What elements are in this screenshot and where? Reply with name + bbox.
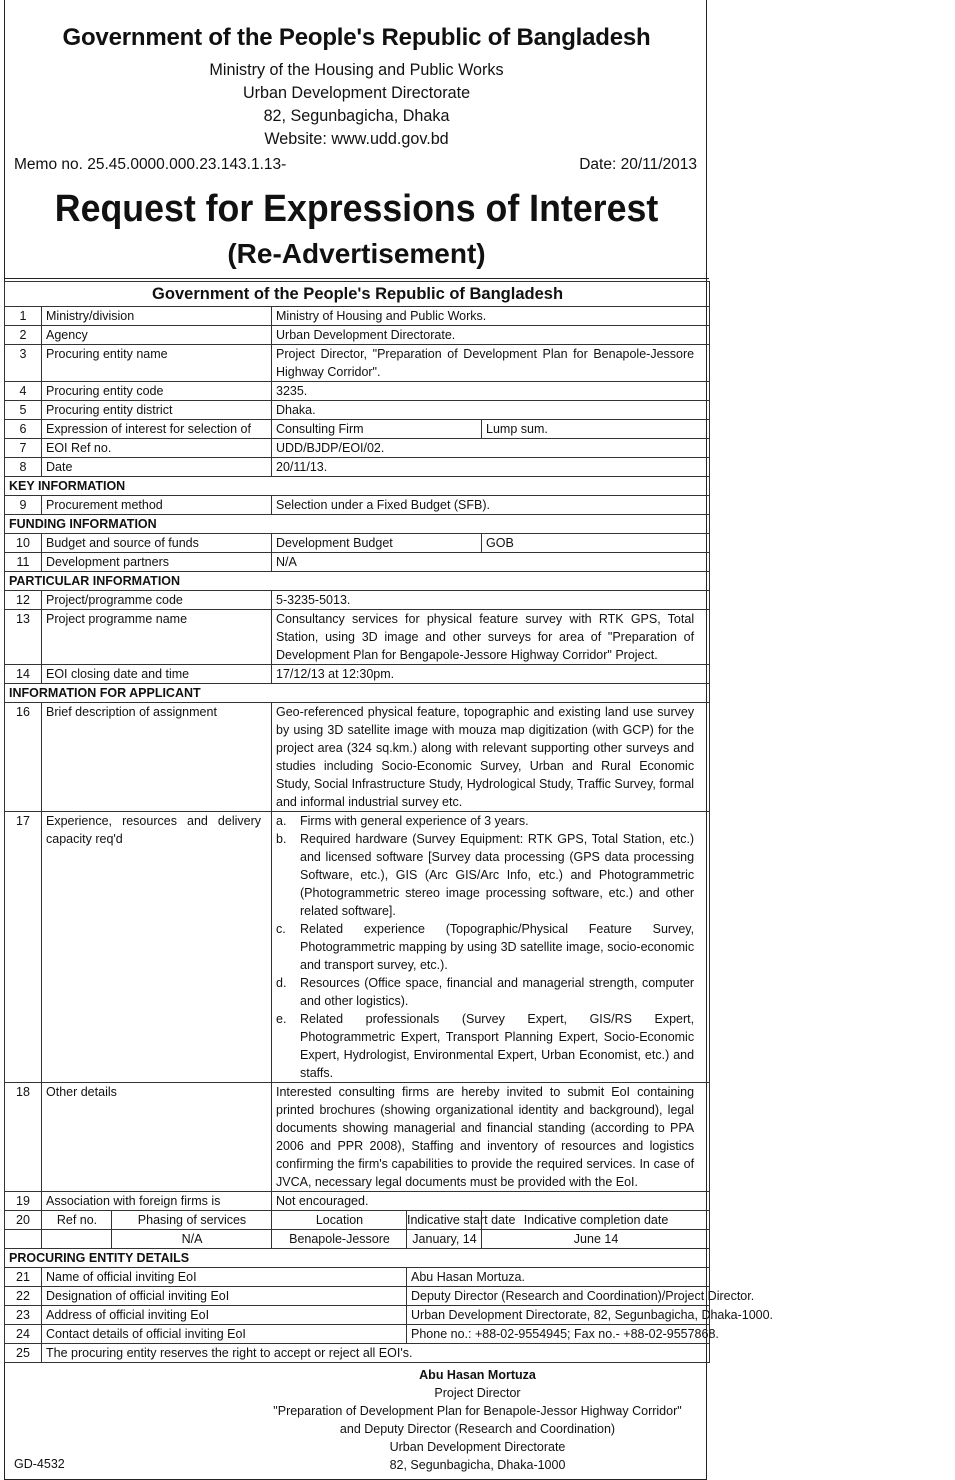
row-value: Deputy Director (Research and Coordination)/Project Director.: [407, 1287, 710, 1306]
row-number: 14: [5, 665, 42, 684]
row-value: 17/12/13 at 12:30pm.: [272, 665, 710, 684]
table-row: [5, 401, 710, 420]
table-row: [5, 591, 710, 610]
row-number: 1: [5, 307, 42, 326]
section-row: [5, 572, 710, 591]
table-row: [5, 496, 710, 515]
row-value: Geo-referenced physical feature, topographic and existing land use survey by using 3D satellite image with mouza map digitization (with GCP) for the project area (324 sq.km.) along with relevant supporting other surveys and studies including Socio-Economic Survey, Urban and Rural Economic Study, Social Infrastructure Study, Hydrological Study, Traffic Survey, formal and informal industrial survey etc.: [272, 703, 710, 812]
list-item: [276, 830, 694, 920]
cell-location: Benapole-Jessore: [272, 1230, 407, 1249]
row-label: The procuring entity reserves the right to accept or reject all EOI's.: [42, 1344, 710, 1363]
row-number: 11: [5, 553, 42, 572]
table-row: [5, 345, 710, 382]
row-label: Designation of official inviting EoI: [42, 1287, 407, 1306]
row-number: 3: [5, 345, 42, 382]
row-number-empty: [5, 1230, 42, 1249]
row-number: 6: [5, 420, 42, 439]
row-label: EOI closing date and time: [42, 665, 272, 684]
table-row: [5, 553, 710, 572]
row-value-secondary: GOB: [482, 534, 710, 553]
section-row: [5, 477, 710, 496]
list-text: Firms with general experience of 3 years.: [300, 814, 529, 828]
row-label: Experience, resources and delivery capacity req'd: [42, 812, 272, 1083]
row-number: 23: [5, 1306, 42, 1325]
section-information-for-applicant: INFORMATION FOR APPLICANT: [5, 684, 710, 703]
section-row: [5, 684, 710, 703]
row-value-secondary: Lump sum.: [482, 420, 710, 439]
row-label: Project/programme code: [42, 591, 272, 610]
row-value: Consulting Firm: [272, 420, 482, 439]
row-value: 20/11/13.: [272, 458, 710, 477]
row-value: Project Director, "Preparation of Development Plan for Benapole-Jessore Highway Corridor".: [272, 345, 710, 382]
row-label: Other details: [42, 1083, 272, 1192]
list-marker: d.: [276, 976, 287, 990]
government-heading: Government of the People's Republic of Bangladesh: [62, 24, 651, 51]
row-label: Contact details of official inviting EoI: [42, 1325, 407, 1344]
table-row: [5, 703, 710, 812]
row-value: Urban Development Directorate, 82, Segunbagicha, Dhaka-1000.: [407, 1306, 710, 1325]
table-row: [5, 1344, 710, 1363]
row-number: 7: [5, 439, 42, 458]
list-text: Related professionals (Survey Expert, GIS/RS Expert, Photogrammetric Expert, Transport Planning Expert, Socio-Economic Expert, Hydrologist, Environmental Expert, Urban Economist, etc.) and staffs.: [300, 1012, 695, 1080]
table-row: [5, 1192, 710, 1211]
row-label: Ministry/division: [42, 307, 272, 326]
list-item: [276, 920, 694, 974]
row-label: Date: [42, 458, 272, 477]
row-number: 4: [5, 382, 42, 401]
cell-ref-no: [42, 1230, 112, 1249]
row-label: Address of official inviting EoI: [42, 1306, 407, 1325]
signatory-name: Abu Hasan Mortuza: [419, 1368, 536, 1382]
row-number: 25: [5, 1344, 42, 1363]
row-number: 16: [5, 703, 42, 812]
row-label: Brief description of assignment: [42, 703, 272, 812]
row-value: Ministry of Housing and Public Works.: [272, 307, 710, 326]
row-label: Name of official inviting EoI: [42, 1268, 407, 1287]
title-divider: [4, 278, 709, 279]
row-value: Selection under a Fixed Budget (SFB).: [272, 496, 710, 515]
list-marker: a.: [276, 814, 287, 828]
row-value: Abu Hasan Mortuza.: [407, 1268, 710, 1287]
row-label: Expression of interest for selection of: [42, 420, 272, 439]
row-value: N/A: [272, 553, 710, 572]
directorate-name: Urban Development Directorate: [242, 83, 471, 102]
row-number: 21: [5, 1268, 42, 1287]
gd-code: GD-4532: [14, 1457, 65, 1471]
section-row: [5, 1249, 710, 1268]
list-item: [276, 974, 694, 1010]
row-value: 3235.: [272, 382, 710, 401]
section-funding-information: FUNDING INFORMATION: [5, 515, 710, 534]
col-header-location: Location: [272, 1211, 407, 1230]
cell-phasing: N/A: [112, 1230, 272, 1249]
row-value: Not encouraged.: [272, 1192, 710, 1211]
list-text: Related experience (Topographic/Physical Feature Survey, Photogrammetric mapping by using 3D satellite image, socio-economic and transport survey, etc.).: [300, 922, 695, 972]
table-row: [5, 439, 710, 458]
cell-completion-date: June 14: [482, 1230, 710, 1249]
cell-start-date: January, 14: [407, 1230, 482, 1249]
row-label: Procuring entity district: [42, 401, 272, 420]
table-row: [5, 420, 710, 439]
table-row: [5, 1287, 710, 1306]
table-row: [5, 458, 710, 477]
row-number: 2: [5, 326, 42, 345]
website: Website: www.udd.gov.bd: [264, 129, 449, 148]
table-row: [5, 307, 710, 326]
memo-number: Memo no. 25.45.0000.000.23.143.1.13-: [14, 156, 287, 173]
requirements-list-cell: [272, 812, 710, 1083]
table-row: [5, 1268, 710, 1287]
list-text: Resources (Office space, financial and managerial strength, computer and other logistics).: [300, 976, 695, 1008]
row-number: 12: [5, 591, 42, 610]
row-value: Consultancy services for physical feature survey with RTK GPS, Total Station, using 3D image and other surveys for area of "Preparation of Development Plan for Bengapole-Jessore Highway Corridor" Project.: [272, 610, 710, 665]
table-row: [5, 326, 710, 345]
list-text: Required hardware (Survey Equipment: RTK GPS, Total Station, etc.) and licensed software [Survey data processing (GPS data processing Software, etc.), GIS (Arc GIS/Arc Info, etc.) and Photogrammetric (Photogrammetric stereo image processing software, etc.) and other related software].: [300, 832, 695, 918]
col-header-ref-no: Ref no.: [42, 1211, 112, 1230]
table-row: [5, 534, 710, 553]
section-procuring-entity-details: PROCURING ENTITY DETAILS: [5, 1249, 710, 1268]
row-number: 13: [5, 610, 42, 665]
table-row: [5, 665, 710, 684]
row-label: Procurement method: [42, 496, 272, 515]
row-value: UDD/BJDP/EOI/02.: [272, 439, 710, 458]
row-value: Urban Development Directorate.: [272, 326, 710, 345]
row-number: 19: [5, 1192, 42, 1211]
row-number: 8: [5, 458, 42, 477]
notice-title: Request for Expressions of Interest: [54, 188, 659, 230]
eoi-table: [4, 281, 774, 1363]
row-value: Phone no.: +88-02-9554945; Fax no.- +88-02-9557868.: [407, 1325, 710, 1344]
office-address: 82, Segunbagicha, Dhaka: [263, 106, 450, 125]
section-particular-information: PARTICULAR INFORMATION: [5, 572, 710, 591]
phasing-value-row: [5, 1230, 710, 1249]
row-label: Procuring entity code: [42, 382, 272, 401]
list-marker: e.: [276, 1012, 287, 1026]
table-caption-row: [5, 282, 710, 307]
row-number: 20: [5, 1211, 42, 1230]
list-item: [276, 812, 694, 830]
row-value: 5-3235-5013.: [272, 591, 710, 610]
row-value: Interested consulting firms are hereby invited to submit EoI containing printed brochures (showing organizational identity and background), legal documents showing managerial and financial standing (according to PPA 2006 and PPR 2008), Staffing and inventory of resources and logistics confirming the firm's capabilities to provide the required services. In case of JVCA, necessary legal documents must be provided with the EoI.: [272, 1083, 710, 1192]
list-marker: b.: [276, 832, 287, 846]
col-header-phasing: Phasing of services: [112, 1211, 272, 1230]
signatory-organization: Urban Development Directorate: [389, 1440, 566, 1454]
table-row: [5, 1083, 710, 1192]
row-number: 10: [5, 534, 42, 553]
list-item: [276, 1010, 694, 1082]
row-number: 17: [5, 812, 42, 1083]
row-number: 22: [5, 1287, 42, 1306]
row-label: Project programme name: [42, 610, 272, 665]
requirements-list: [276, 812, 694, 1082]
row-value: Dhaka.: [272, 401, 710, 420]
col-header-start-date: Indicative start date: [407, 1211, 482, 1230]
section-key-information: KEY INFORMATION: [5, 477, 710, 496]
row-value: Development Budget: [272, 534, 482, 553]
row-number: 24: [5, 1325, 42, 1344]
signatory-address: 82, Segunbagicha, Dhaka-1000: [389, 1458, 566, 1472]
row-label: EOI Ref no.: [42, 439, 272, 458]
row-label: Association with foreign firms is: [42, 1192, 272, 1211]
col-header-completion-date: Indicative completion date: [482, 1211, 710, 1230]
table-row: [5, 382, 710, 401]
table-row: [5, 610, 710, 665]
signatory-project: "Preparation of Development Plan for Benapole-Jessor Highway Corridor": [273, 1404, 682, 1418]
row-number: 18: [5, 1083, 42, 1192]
notice-subtitle: (Re-Advertisement): [227, 238, 486, 269]
section-row: [5, 515, 710, 534]
row-label: Development partners: [42, 553, 272, 572]
table-row: [5, 812, 710, 1083]
row-number: 9: [5, 496, 42, 515]
table-row: [5, 1325, 710, 1344]
row-label: Procuring entity name: [42, 345, 272, 382]
row-label: Budget and source of funds: [42, 534, 272, 553]
list-marker: c.: [276, 922, 286, 936]
table-caption: Government of the People's Republic of Bangladesh: [5, 282, 710, 307]
table-row: [5, 1306, 710, 1325]
signatory-role: Project Director: [434, 1386, 521, 1400]
row-number: 5: [5, 401, 42, 420]
phasing-header-row: [5, 1211, 710, 1230]
ministry-name: Ministry of the Housing and Public Works: [209, 60, 504, 79]
signatory-role-secondary: and Deputy Director (Research and Coordination): [339, 1422, 616, 1436]
row-label: Agency: [42, 326, 272, 345]
memo-date: Date: 20/11/2013: [579, 156, 697, 173]
